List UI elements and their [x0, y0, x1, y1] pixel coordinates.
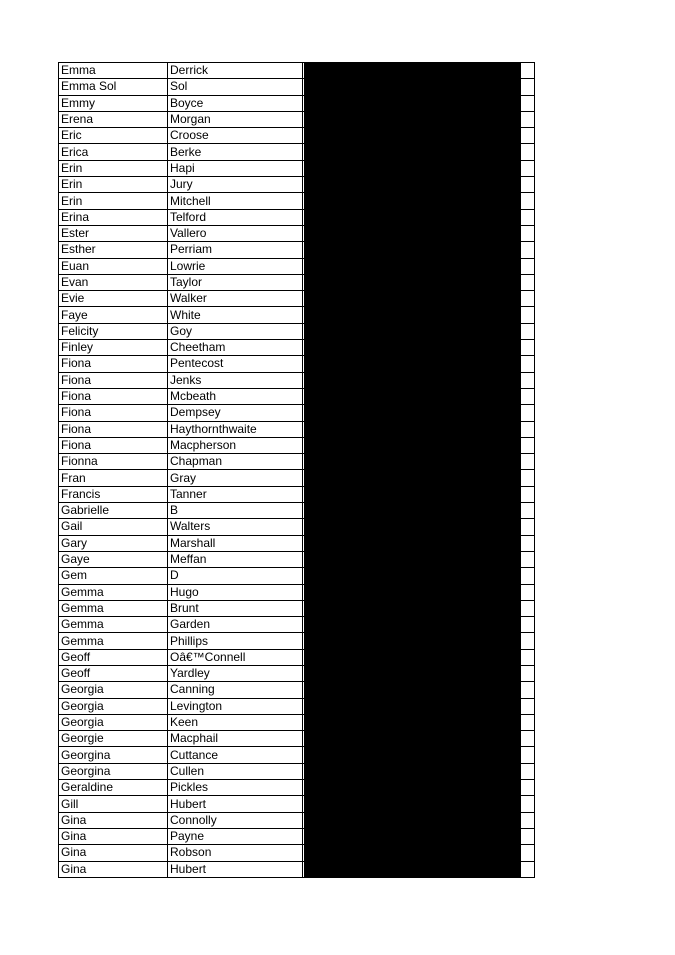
last-name-cell: Pentecost — [168, 356, 303, 372]
last-name-cell: Goy — [168, 323, 303, 339]
first-name-cell: Fiona — [59, 356, 168, 372]
last-name-cell: Hubert — [168, 796, 303, 812]
last-name-cell: Jenks — [168, 372, 303, 388]
first-name-cell: Evie — [59, 291, 168, 307]
first-name-cell: Francis — [59, 486, 168, 502]
first-name-cell: Gem — [59, 568, 168, 584]
first-name-cell: Erin — [59, 193, 168, 209]
last-name-cell: Phillips — [168, 633, 303, 649]
first-name-cell: Gemma — [59, 584, 168, 600]
last-name-cell: Walker — [168, 291, 303, 307]
name-sheet — [58, 62, 534, 878]
last-name-cell: Mcbeath — [168, 388, 303, 404]
last-name-cell: Tanner — [168, 486, 303, 502]
last-name-cell: Morgan — [168, 111, 303, 127]
first-name-cell: Geoff — [59, 649, 168, 665]
last-name-cell: Jury — [168, 177, 303, 193]
first-name-cell: Gary — [59, 535, 168, 551]
first-name-cell: Faye — [59, 307, 168, 323]
first-name-cell: Gemma — [59, 633, 168, 649]
last-name-cell: Connolly — [168, 812, 303, 828]
last-name-cell: Levington — [168, 698, 303, 714]
last-name-cell: Macpherson — [168, 437, 303, 453]
first-name-cell: Esther — [59, 242, 168, 258]
last-name-cell: Yardley — [168, 665, 303, 681]
first-name-cell: Fionna — [59, 454, 168, 470]
last-name-cell: Pickles — [168, 780, 303, 796]
last-name-cell: Cheetham — [168, 340, 303, 356]
last-name-cell: Walters — [168, 519, 303, 535]
last-name-cell: Meffan — [168, 551, 303, 567]
last-name-cell: Derrick — [168, 63, 303, 79]
last-name-cell: Hubert — [168, 861, 303, 877]
last-name-cell: Garden — [168, 617, 303, 633]
last-name-cell: Perriam — [168, 242, 303, 258]
first-name-cell: Fran — [59, 470, 168, 486]
first-name-cell: Euan — [59, 258, 168, 274]
last-name-cell: Sol — [168, 79, 303, 95]
first-name-cell: Georgina — [59, 747, 168, 763]
last-name-cell: Marshall — [168, 535, 303, 551]
last-name-cell: Macphail — [168, 731, 303, 747]
last-name-cell: Payne — [168, 828, 303, 844]
first-name-cell: Emmy — [59, 95, 168, 111]
last-name-cell: Hapi — [168, 160, 303, 176]
first-name-cell: Finley — [59, 340, 168, 356]
first-name-cell: Georgie — [59, 731, 168, 747]
last-name-cell: White — [168, 307, 303, 323]
first-name-cell: Emma Sol — [59, 79, 168, 95]
first-name-cell: Fiona — [59, 388, 168, 404]
first-name-cell: Gemma — [59, 600, 168, 616]
first-name-cell: Evan — [59, 274, 168, 290]
last-name-cell: Brunt — [168, 600, 303, 616]
first-name-cell: Geoff — [59, 665, 168, 681]
last-name-cell: Berke — [168, 144, 303, 160]
last-name-cell: Croose — [168, 128, 303, 144]
first-name-cell: Gaye — [59, 551, 168, 567]
last-name-cell: Canning — [168, 682, 303, 698]
last-name-cell: Mitchell — [168, 193, 303, 209]
first-name-cell: Erica — [59, 144, 168, 160]
first-name-cell: Erin — [59, 160, 168, 176]
first-name-cell: Emma — [59, 63, 168, 79]
first-name-cell: Fiona — [59, 405, 168, 421]
first-name-cell: Gill — [59, 796, 168, 812]
last-name-cell: Chapman — [168, 454, 303, 470]
first-name-cell: Ester — [59, 225, 168, 241]
last-name-cell: Vallero — [168, 225, 303, 241]
last-name-cell: Boyce — [168, 95, 303, 111]
first-name-cell: Gina — [59, 812, 168, 828]
first-name-cell: Georgina — [59, 763, 168, 779]
redaction-block — [304, 62, 521, 878]
first-name-cell: Gabrielle — [59, 503, 168, 519]
first-name-cell: Fiona — [59, 372, 168, 388]
first-name-cell: Fiona — [59, 437, 168, 453]
last-name-cell: Hugo — [168, 584, 303, 600]
first-name-cell: Erena — [59, 111, 168, 127]
last-name-cell: Cullen — [168, 763, 303, 779]
first-name-cell: Felicity — [59, 323, 168, 339]
first-name-cell: Gail — [59, 519, 168, 535]
last-name-cell: Telford — [168, 209, 303, 225]
last-name-cell: B — [168, 503, 303, 519]
first-name-cell: Georgia — [59, 714, 168, 730]
first-name-cell: Eric — [59, 128, 168, 144]
first-name-cell: Gina — [59, 845, 168, 861]
last-name-cell: Haythornthwaite — [168, 421, 303, 437]
last-name-cell: Gray — [168, 470, 303, 486]
first-name-cell: Erina — [59, 209, 168, 225]
last-name-cell: Oâ€™Connell — [168, 649, 303, 665]
last-name-cell: D — [168, 568, 303, 584]
first-name-cell: Georgia — [59, 698, 168, 714]
first-name-cell: Georgia — [59, 682, 168, 698]
first-name-cell: Gemma — [59, 617, 168, 633]
first-name-cell: Geraldine — [59, 780, 168, 796]
last-name-cell: Robson — [168, 845, 303, 861]
first-name-cell: Fiona — [59, 421, 168, 437]
last-name-cell: Dempsey — [168, 405, 303, 421]
first-name-cell: Gina — [59, 828, 168, 844]
last-name-cell: Keen — [168, 714, 303, 730]
first-name-cell: Erin — [59, 177, 168, 193]
last-name-cell: Lowrie — [168, 258, 303, 274]
first-name-cell: Gina — [59, 861, 168, 877]
last-name-cell: Cuttance — [168, 747, 303, 763]
last-name-cell: Taylor — [168, 274, 303, 290]
